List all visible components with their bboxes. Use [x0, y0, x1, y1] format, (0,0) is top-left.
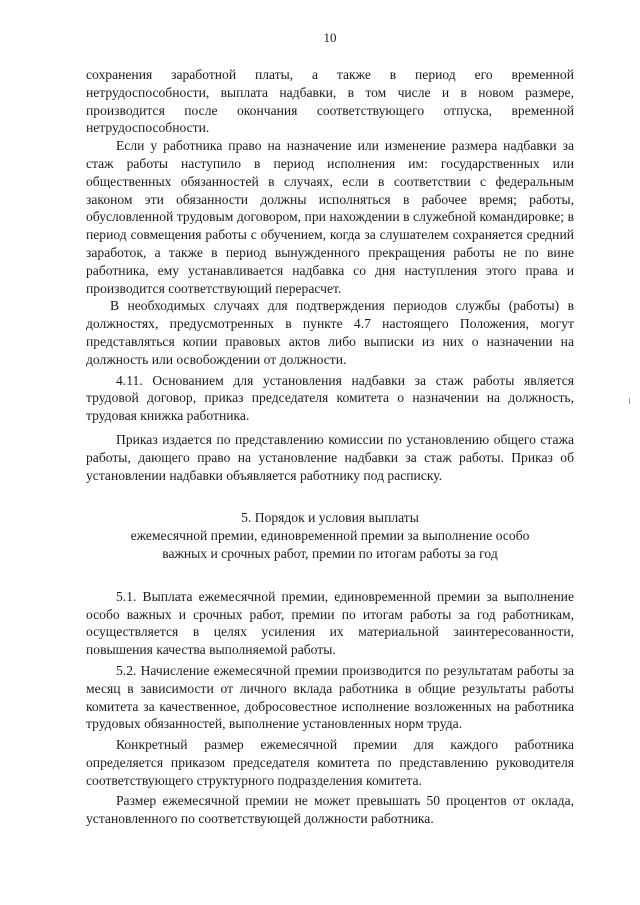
section-heading-line-1: 5. Порядок и условия выплаты — [241, 510, 419, 526]
paragraph-order: Приказ издается по представлению комиссии по установлению общего стажа работы, дающего право на установление надбавки за стаж работы. Приказ об установлении надбавки объявляется работнику под расписку. — [86, 431, 574, 483]
section-heading — [86, 509, 574, 562]
paragraph-premium-limit: Размер ежемесячной премии не может превышать 50 процентов от оклада, установленного по соответствующей должности работника. — [86, 793, 574, 827]
paragraph-premium-amount: Конкретный размер ежемесячной премии для каждого работника определяется приказом председателя комитета по представлению руководителя соответствующего структурного подразделения комитета. — [86, 737, 574, 788]
paragraph-5-2: 5.2. Начисление ежемесячной премии производится по результатам работы за месяц в зависимости от личного вклада работника в общие результаты работы комитета за качественное, добросовестное исполнение возложенных на работника трудовых обязанностей, выполнение установленных норм труда. — [86, 662, 574, 732]
scan-artifact — [629, 398, 630, 404]
section-heading-line-2: ежемесячной премии, единовременной премии за выполнение особо — [130, 528, 530, 544]
page-number: 10 — [323, 30, 337, 45]
paragraph-5-1: 5.1. Выплата ежемесячной премии, единовременной премии за выполнение особо важных и срочных работ, премии по итогам работы за год работникам, осуществляется в целях усиления их материальной заинтересованности, повышения качества выполняемой работы. — [86, 588, 574, 658]
section-heading-line-3: важных и срочных работ, премии по итогам работы за год — [162, 545, 498, 561]
paragraph-service-proof: В необходимых случаях для подтверждения периодов службы (работы) в должностях, предусмотренных в пункте 4.7 настоящего Положения, могут представляться копии правовых актов либо выписки из них о назначении на должность или освобождении от должности. — [86, 298, 574, 367]
paragraph-continuation: сохранения заработной платы, а также в период его временной нетрудоспособности, выплата надбавки, в том числе и в новом размере, производится после окончания соответствующего отпуска, временной нетрудоспособности. — [86, 67, 574, 136]
document-body — [86, 66, 574, 828]
paragraph-surcharge-right: Если у работника право на назначение или изменение размера надбавки за стаж работы наступило в период исполнения им: государственных или общественных обязанностей в случаях, если в соответствии с федеральным законом эти обязанности должны исполняться в рабочее время; работы, обусловленной трудовым договором, при нахождении в служебной командировке; в период совмещения работы с обучением, когда за слушателем сохраняется средний заработок, а также в период вынужденного прекращения работы не по вине работника, ему устанавливается надбавка со дня наступления этого права и производится соответствующий перерасчет. — [86, 138, 574, 296]
paragraph-4-11: 4.11. Основанием для установления надбавки за стаж работы является трудовой договор, приказ председателя комитета о назначении на должность, трудовая книжка работника. — [86, 372, 574, 424]
